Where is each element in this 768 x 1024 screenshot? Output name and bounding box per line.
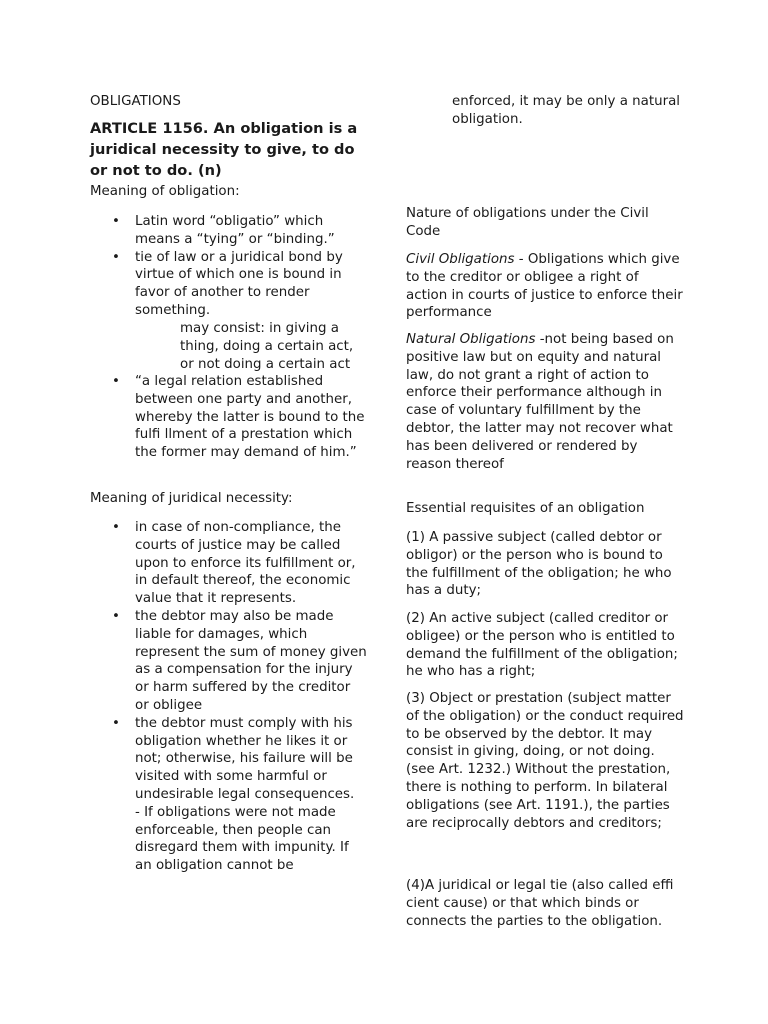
continuation-text: enforced, it may be only a natural obligation. [452,94,681,127]
list-item [90,249,368,320]
bullet-icon: • [112,608,120,624]
list-item-text: Latin word “obligatio” which means a “tying” or “binding.” [135,214,335,247]
essential-requisites-heading: Essential requisites of an obligation [406,501,645,516]
nature-of-obligations-heading: Nature of obligations under the Civil Code [406,206,649,239]
list-item-text: “a legal relation established between one party and another, whereby the latter is bound to the fulfi llment of a prestation which the former may demand of him.” [135,374,365,461]
civil-obligations-text: - Obligations which give to the creditor or obligee a right of action in courts of justice to enforce their performance [406,252,683,321]
obligation-meaning-list [90,213,368,320]
bullet-icon: • [112,520,120,535]
juridical-necessity-list [90,519,368,875]
bullet-icon: • [112,715,120,731]
list-item-text: the debtor must comply with his obligation whether he likes it or not; otherwise, his failure will be visited with some harmful or undesirable legal consequences. [135,715,355,802]
may-consist-note: may consist: in giving a thing, doing a certain act, or not doing a certain act [180,321,354,372]
obligation-meaning-list-cont [90,373,368,462]
natural-obligations-paragraph [406,331,684,473]
article-1156-title: ARTICLE 1156. An obligation is a juridical necessity to give, to do or not to do. (n) [90,120,358,179]
civil-obligations-paragraph [406,251,684,322]
requisite-juridical-tie: (4)A juridical or legal tie (also called effi cient cause) or that which binds or connects the parties to the obligation. [406,878,674,929]
list-item [90,715,368,875]
requisite-passive-subject: (1) A passive subject (called debtor or obligor) or the person who is bound to the fulfillment of the obligation; he who has a duty; [406,530,672,599]
enforceability-note: - If obligations were not made enforceable, then people can disregard them with impunity. If an obligation cannot be [135,804,349,874]
natural-obligations-text: -not being based on positive law but on equity and natural law, do not grant a right of action to enforce their performance although in case of voluntary fulfillment by the debtor, the latter may not recover what has been delivered or rendered by reason thereof [406,332,674,472]
bullet-icon: • [112,374,120,389]
list-item [90,519,368,608]
document-heading: OBLIGATIONS [90,94,181,109]
requisite-object-prestation: (3) Object or prestation (subject matter of the obligation) or the conduct required to be observed by the debtor. It may consist in giving, doing, or not doing. (see Art. 1232.) Without the prestation, there is nothing to perform. In bilateral obligations (see Art. 1191.), the parties are reciprocally debtors and creditors; [406,691,684,831]
list-item-text: tie of law or a juridical bond by virtue of which one is bound in favor of another to render something. [135,249,343,318]
bullet-icon: • [112,214,120,229]
list-item [90,373,368,462]
requisite-active-subject: (2) An active subject (called creditor or obligee) or the person who is entitled to demand the fulfillment of the obligation; he who has a right; [406,611,678,680]
civil-obligations-term: Civil Obligations [406,252,515,267]
natural-obligations-term: Natural Obligations [406,332,536,347]
list-item [90,213,368,249]
list-item-text: in case of non-compliance, the courts of justice may be called upon to enforce its fulfillment or, in default thereof, the economic value that it represents. [135,520,356,607]
bullet-icon: • [112,249,120,265]
list-item-text: the debtor may also be made liable for damages, which represent the sum of money given as a compensation for the injury or harm suffered by the creditor or obligee [135,608,367,713]
meaning-of-obligation-label: Meaning of obligation: [90,184,240,199]
list-item [90,608,368,715]
meaning-of-juridical-necessity-label: Meaning of juridical necessity: [90,491,293,506]
